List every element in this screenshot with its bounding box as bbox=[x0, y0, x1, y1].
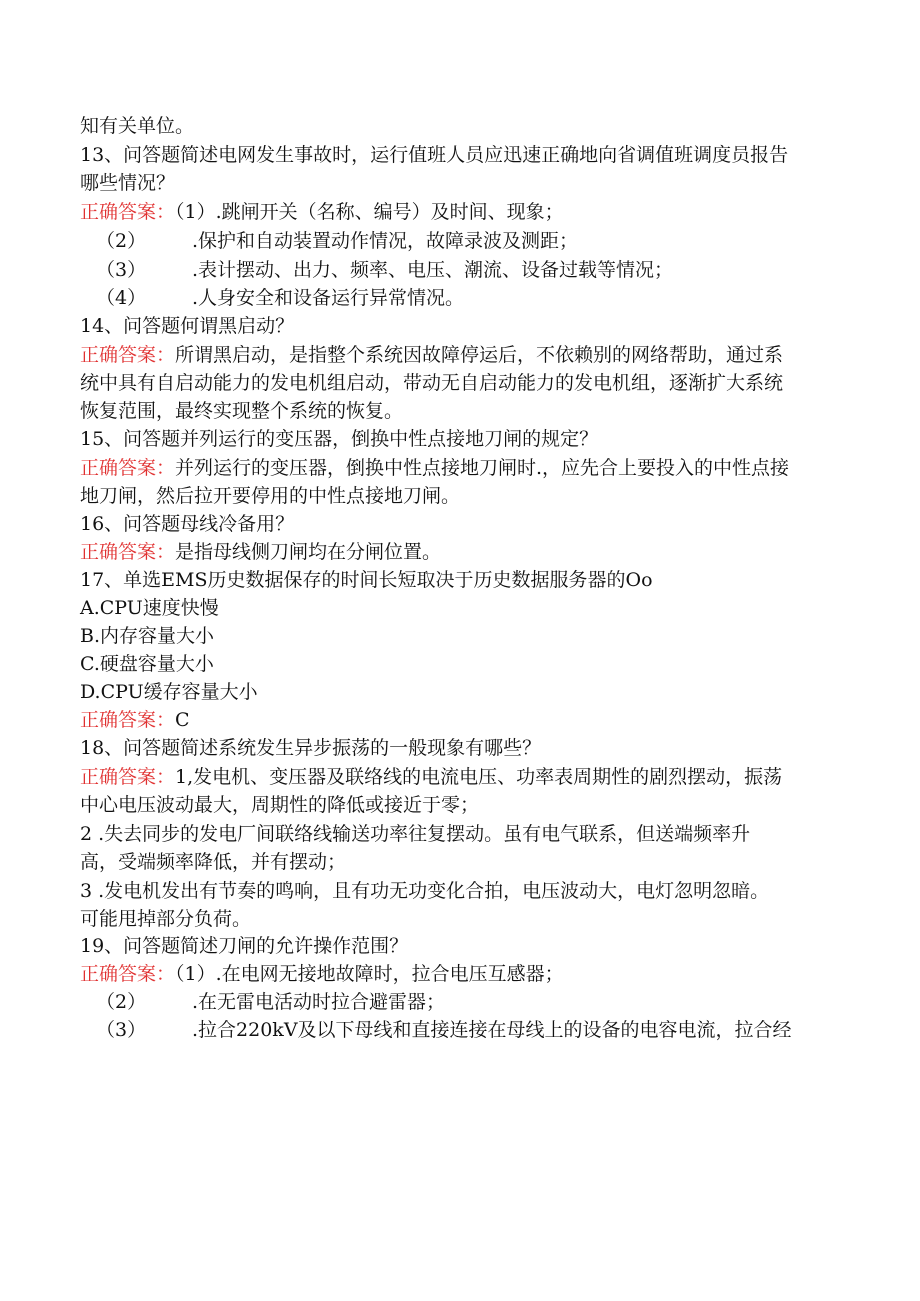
question-16 bbox=[80, 510, 860, 538]
option-text: A.CPU速度快慢 bbox=[80, 597, 219, 619]
answer-text: .拉合220kV及以下母线和直接连接在母线上的设备的电容电流，拉合经 bbox=[192, 1019, 792, 1041]
answer-text: 并列运行的变压器，倒换中性点接地刀闸时.，应先合上要投入的中性点接 bbox=[175, 457, 790, 479]
question-text: 16、问答题母线冷备用？ bbox=[80, 513, 295, 535]
question-19 bbox=[80, 932, 860, 960]
question-text: 哪些情况？ bbox=[80, 172, 176, 194]
answer-15-cont bbox=[80, 482, 860, 510]
answer-text: 统中具有自启动能力的发电机组启动，带动无自启动能力的发电机组，逐渐扩大系统 bbox=[80, 372, 784, 394]
answer-text: 可能甩掉部分负荷。 bbox=[80, 908, 252, 930]
question-14 bbox=[80, 312, 860, 340]
question-13 bbox=[80, 141, 860, 169]
answer-text: （1）.跳闸开关（名称、编号）及时间、现象； bbox=[175, 201, 564, 223]
question-text: 19、问答题简述刀闸的允许操作范围？ bbox=[80, 935, 409, 957]
answer-16 bbox=[80, 538, 860, 566]
option-text: B.内存容量大小 bbox=[80, 625, 215, 647]
option-c bbox=[80, 650, 860, 678]
answer-text: 1,发电机、变压器及联络线的电流电压、功率表周期性的剧烈摆动，振荡 bbox=[175, 766, 783, 788]
question-18 bbox=[80, 734, 860, 762]
answer-text: 高，受端频率降低，并有摆动； bbox=[80, 851, 347, 873]
question-15 bbox=[80, 425, 860, 453]
answer-text: .在无雷电活动时拉合避雷器； bbox=[192, 991, 446, 1013]
answer-label: 正确答案： bbox=[80, 766, 176, 788]
question-text: 13、问答题简述电网发生事故时，运行值班人员应迅速正确地向省调值班调度员报告 bbox=[80, 144, 789, 166]
option-text: C.硬盘容量大小 bbox=[80, 653, 214, 675]
answer-label: 正确答案： bbox=[80, 709, 176, 731]
answer-17 bbox=[80, 706, 860, 734]
answer-18-cont bbox=[80, 848, 860, 876]
answer-label: 正确答案： bbox=[80, 201, 176, 223]
answer-text: 地刀闸，然后拉开要停用的中性点接地刀闸。 bbox=[80, 485, 461, 507]
option-b bbox=[80, 622, 860, 650]
answer-text: 是指母线侧刀闸均在分闸位置。 bbox=[175, 541, 442, 563]
question-text: 15、问答题并列运行的变压器，倒换中性点接地刀闸的规定？ bbox=[80, 428, 599, 450]
answer-18 bbox=[80, 763, 860, 791]
answer-text: C bbox=[175, 709, 190, 731]
answer-label: 正确答案： bbox=[80, 963, 176, 985]
answer-text: 恢复范围，最终实现整个系统的恢复。 bbox=[80, 400, 404, 422]
item-number: （3） bbox=[96, 259, 147, 281]
option-text: D.CPU缓存容量大小 bbox=[80, 681, 258, 703]
answer-15 bbox=[80, 454, 860, 482]
item-number: （3） bbox=[96, 1019, 147, 1041]
option-a bbox=[80, 594, 860, 622]
answer-text: （1）.在电网无接地故障时，拉合电压互感器； bbox=[175, 963, 564, 985]
answer-14-cont bbox=[80, 397, 860, 425]
answer-13-item-3 bbox=[80, 256, 860, 284]
option-d bbox=[80, 678, 860, 706]
question-text: 17、单选EMS历史数据保存的时间长短取决于历史数据服务器的Oo bbox=[80, 569, 653, 591]
question-text: 14、问答题何谓黑启动？ bbox=[80, 315, 295, 337]
text-line bbox=[80, 112, 860, 140]
answer-label: 正确答案： bbox=[80, 541, 176, 563]
answer-18-cont bbox=[80, 791, 860, 819]
answer-13-item-2 bbox=[80, 227, 860, 255]
answer-text: 2 .失去同步的发电厂间联络线输送功率往复摆动。虽有电气联系，但送端频率升 bbox=[80, 823, 751, 845]
answer-label: 正确答案： bbox=[80, 344, 176, 366]
answer-text: .表计摆动、出力、频率、电压、潮流、设备过载等情况； bbox=[192, 259, 674, 281]
answer-13 bbox=[80, 198, 860, 226]
item-number: （4） bbox=[96, 287, 147, 309]
answer-18-cont bbox=[80, 877, 860, 905]
answer-14 bbox=[80, 341, 860, 369]
item-number: （2） bbox=[96, 230, 147, 252]
answer-19-item-3 bbox=[80, 1016, 860, 1044]
question-13-cont bbox=[80, 169, 860, 197]
paragraph-text: 知有关单位。 bbox=[80, 115, 195, 137]
answer-18-cont bbox=[80, 905, 860, 933]
answer-text: 中心电压波动最大，周期性的降低或接近于零； bbox=[80, 794, 480, 816]
answer-text: 3 .发电机发出有节奏的鸣响，且有功无功变化合拍，电压波动大，电灯忽明忽暗。 bbox=[80, 880, 770, 902]
answer-18-cont bbox=[80, 820, 860, 848]
item-number: （2） bbox=[96, 991, 147, 1013]
question-17 bbox=[80, 566, 860, 594]
answer-19-item-2 bbox=[80, 988, 860, 1016]
answer-label: 正确答案： bbox=[80, 457, 176, 479]
answer-text: .人身安全和设备运行异常情况。 bbox=[192, 287, 465, 309]
answer-text: .保护和自动装置动作情况，故障录波及测距； bbox=[192, 230, 579, 252]
question-text: 18、问答题简述系统发生异步振荡的一般现象有哪些？ bbox=[80, 737, 542, 759]
answer-19 bbox=[80, 960, 860, 988]
answer-13-item-4 bbox=[80, 284, 860, 312]
answer-14-cont bbox=[80, 369, 860, 397]
answer-text: 所谓黑启动，是指整个系统因故障停运后，不依赖别的网络帮助，通过系 bbox=[175, 344, 784, 366]
